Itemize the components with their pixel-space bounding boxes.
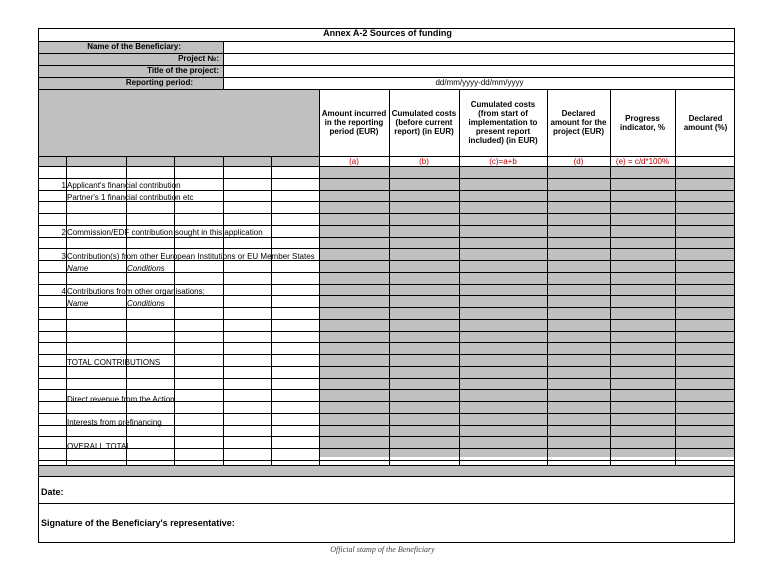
grid-hline: [39, 319, 735, 320]
grid-hline: [39, 260, 735, 261]
grid-hline: [39, 166, 735, 167]
project-number-value[interactable]: [223, 53, 735, 65]
row-label-applicant: Applicant's financial contribution: [67, 181, 181, 190]
formula-b: (b): [419, 157, 429, 166]
row-label-commission: Commission/EDF contribution sought in this application: [67, 228, 263, 237]
grid-hline: [39, 378, 735, 379]
grid-hline: [39, 389, 735, 390]
project-number-label: Project №:: [39, 53, 223, 65]
column-header-cumulated-total: Cumulated costs (from start of implementation to present report included) (in EUR): [468, 100, 538, 145]
grid-hline: [39, 342, 735, 343]
row-label-total-contributions: TOTAL CONTRIBUTIONS: [67, 358, 161, 367]
reporting-period-value[interactable]: dd/mm/yyyy-dd/mm/yyyy: [435, 78, 524, 87]
grid-vline: [547, 89, 548, 465]
row-label-other-orgs: Contributions from other organisations:: [67, 287, 205, 296]
grid-hline: [39, 248, 735, 249]
column-header-cumulated-before: Cumulated costs (before current report) (in EUR): [391, 109, 457, 136]
header-band: [39, 89, 319, 156]
grid-hline: [39, 213, 735, 214]
formula-c: (c)=a+b: [489, 157, 517, 166]
row-label-eu-name: Name: [67, 264, 89, 273]
row-number-1: 1: [61, 181, 66, 190]
grid-hline: [39, 272, 735, 273]
grid-vline: [459, 89, 460, 465]
date-field[interactable]: [39, 476, 735, 503]
grid-hline: [39, 201, 735, 202]
row-number-2: 2: [61, 228, 66, 237]
grid-hline: [39, 284, 735, 285]
grid-hline: [39, 503, 735, 504]
subheader-band: [39, 156, 319, 166]
bottom-band: [39, 465, 735, 476]
project-title-value[interactable]: [223, 65, 735, 77]
signature-label: Signature of the Beneficiary's representative:: [41, 518, 235, 528]
grid-vline: [66, 156, 67, 465]
beneficiary-name-value[interactable]: [223, 41, 735, 53]
column-header-amount-incurred: Amount incurred in the reporting period (EUR): [321, 109, 387, 136]
beneficiary-name-label: Name of the Beneficiary:: [39, 41, 223, 53]
signature-field[interactable]: [39, 503, 735, 543]
formula-d: (d): [573, 157, 584, 166]
grid-vline: [223, 156, 224, 465]
grid-vline: [610, 89, 611, 465]
grid-hline: [39, 465, 735, 466]
reporting-period-label: Reporting period:: [39, 77, 223, 89]
grid-hline: [39, 65, 735, 66]
grid-hline: [39, 331, 735, 332]
grid-hline: [39, 425, 735, 426]
row-label-direct-revenue: Direct revenue from the Action: [67, 395, 175, 404]
grid-hline: [39, 401, 735, 402]
row-label-interests: Interests from prefinancing: [67, 418, 162, 427]
grid-vline: [126, 156, 127, 465]
grid-vline: [389, 89, 390, 465]
row-number-4: 4: [61, 287, 66, 296]
row-label-overall-total: OVERALL TOTAL: [67, 442, 131, 451]
grid-hline: [39, 190, 735, 191]
grid-hline: [39, 295, 735, 296]
row-label-eu-institutions: Contribution(s) from other European Institutions or EU Member States: [67, 252, 315, 261]
grid-hline: [39, 413, 735, 414]
grid-hline: [39, 307, 735, 308]
grid-hline: [39, 460, 735, 461]
grid-hline: [39, 89, 735, 90]
date-label: Date:: [41, 487, 64, 497]
funding-sheet: [38, 28, 735, 543]
grid-hline: [39, 366, 735, 367]
official-stamp-caption: Official stamp of the Beneficiary: [330, 545, 435, 554]
grid-hline: [39, 53, 735, 54]
row-label-partner: Partner's 1 financial contribution etc: [67, 193, 194, 202]
grid-hline: [39, 436, 735, 437]
column-header-progress: Progress indicator, %: [620, 113, 665, 132]
grid-vline: [675, 89, 676, 465]
row-label-org-conditions: Conditions: [127, 299, 165, 308]
grid-hline: [39, 354, 735, 355]
grid-vline: [271, 156, 272, 465]
row-number-3: 3: [61, 252, 66, 261]
column-header-declared-amount: Declared amount for the project (EUR): [550, 109, 607, 136]
grid-hline: [39, 448, 735, 449]
grid-vline: [223, 41, 224, 89]
grid-vline: [319, 89, 320, 465]
project-title-label: Title of the project:: [39, 65, 223, 77]
grid-vline: [174, 156, 175, 465]
grid-hline: [39, 476, 735, 477]
row-label-eu-conditions: Conditions: [127, 264, 165, 273]
grid-hline: [39, 225, 735, 226]
formula-a: (a): [349, 157, 359, 166]
grid-hline: [39, 77, 735, 78]
sheet-title: Annex A-2 Sources of funding: [323, 28, 452, 38]
row-label-org-name: Name: [67, 299, 89, 308]
grid-hline: [39, 237, 735, 238]
grid-hline: [39, 156, 735, 157]
grid-hline: [39, 41, 735, 42]
column-header-declared-percent: Declared amount (%): [683, 113, 728, 132]
formula-f: [675, 157, 735, 166]
formula-e: (e) = c/d*100%: [615, 157, 670, 166]
grid-hline: [39, 178, 735, 179]
